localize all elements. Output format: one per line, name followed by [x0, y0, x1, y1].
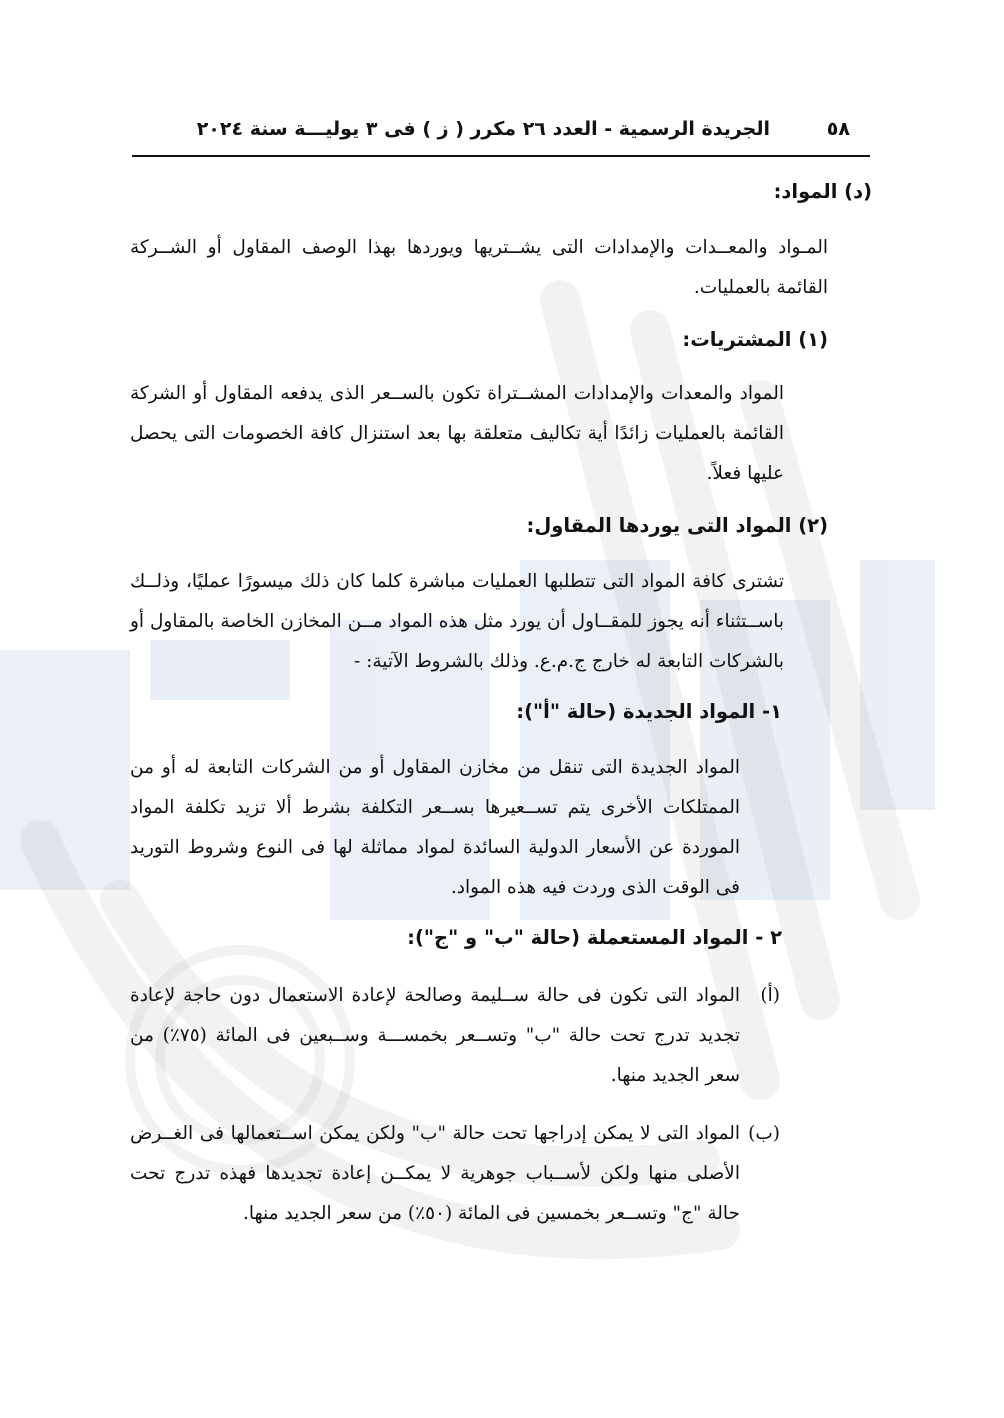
used-item-b [130, 1114, 780, 1234]
page-header [132, 118, 870, 150]
header-divider [132, 155, 870, 157]
item-label: (أ) [760, 985, 780, 1006]
gazette-title: الجريدة الرسمية - العدد ٢٦ مكرر ( ز ) فى ٣ يوليـــة سنة ٢٠٢٤ [196, 118, 770, 140]
item-label: (ب) [748, 1123, 780, 1144]
section-2-heading: (٢) المواد التى يوردها المقاول: [526, 514, 828, 537]
page-number: ٥٨ [826, 118, 850, 140]
section-d-heading: (د) المواد: [773, 180, 872, 203]
section-1-heading: (١) المشتريات: [682, 328, 828, 351]
section-2-body: تشترى كافة المواد التى تتطلبها العمليات مباشرة كلما كان ذلك ميسورًا عمليًا، وذلــك باســتثناء أنه يجوز للمقــاول أن يورد مثل هذه المواد مــن المخازن الخاصة بالمقاول أو بالشركات التابعة له خارج ج.م.ع. وذلك بالشروط الآتية: - [130, 571, 784, 672]
item-text: المواد التى لا يمكن إدراجها تحت حالة "ب" ولكن يمكن اســتعمالها فى الغــرض الأصلى منها ولكن لأســباب جوهرية لا يمكــن إعادة تجديدها فهذه تدرج تحت حالة "ج" وتســعر بخمسين فى المائة (٥٠٪) من سعر الجديد منها. [130, 1123, 740, 1224]
used-materials-heading: ٢ - المواد المستعملة (حالة "ب" و "ج"): [407, 926, 782, 949]
section-1-body: المواد والمعدات والإمدادات المشــتراة تكون بالســعر الذى يدفعه المقاول أو الشركة القائمة بالعمليات زائدًا أية تكاليف متعلقة بها بعد استنزال كافة الخصومات التى يحصل عليها فعلاً. [130, 383, 784, 484]
used-item-a [130, 976, 780, 1096]
new-materials-heading: ١- المواد الجديدة (حالة "أ"): [516, 700, 782, 723]
new-materials-body: المواد الجديدة التى تنقل من مخازن المقاول أو من الشركات التابعة له أو من الممتلكات الأخرى يتم تســعيرها بســعر التكلفة بشرط ألا تزيد تكلفة المواد الموردة عن الأسعار الدولية السائدة لمواد مماثلة لها فى النوع وشروط التوريد فى الوقت الذى وردت فيه هذه المواد. [130, 757, 740, 898]
item-text: المواد التى تكون فى حالة ســليمة وصالحة لإعادة الاستعمال دون حاجة لإعادة تجديد تدرج تحت حالة "ب" وتســعر بخمســـة وســبعين فى المائة (٧٥٪) من سعر الجديد منها. [130, 985, 740, 1086]
section-d-body: المـواد والمعــدات والإمدادات التى يشــتريها ويوردها بهذا الوصف المقاول أو الشــركة القائمة بالعمليات. [130, 237, 828, 298]
